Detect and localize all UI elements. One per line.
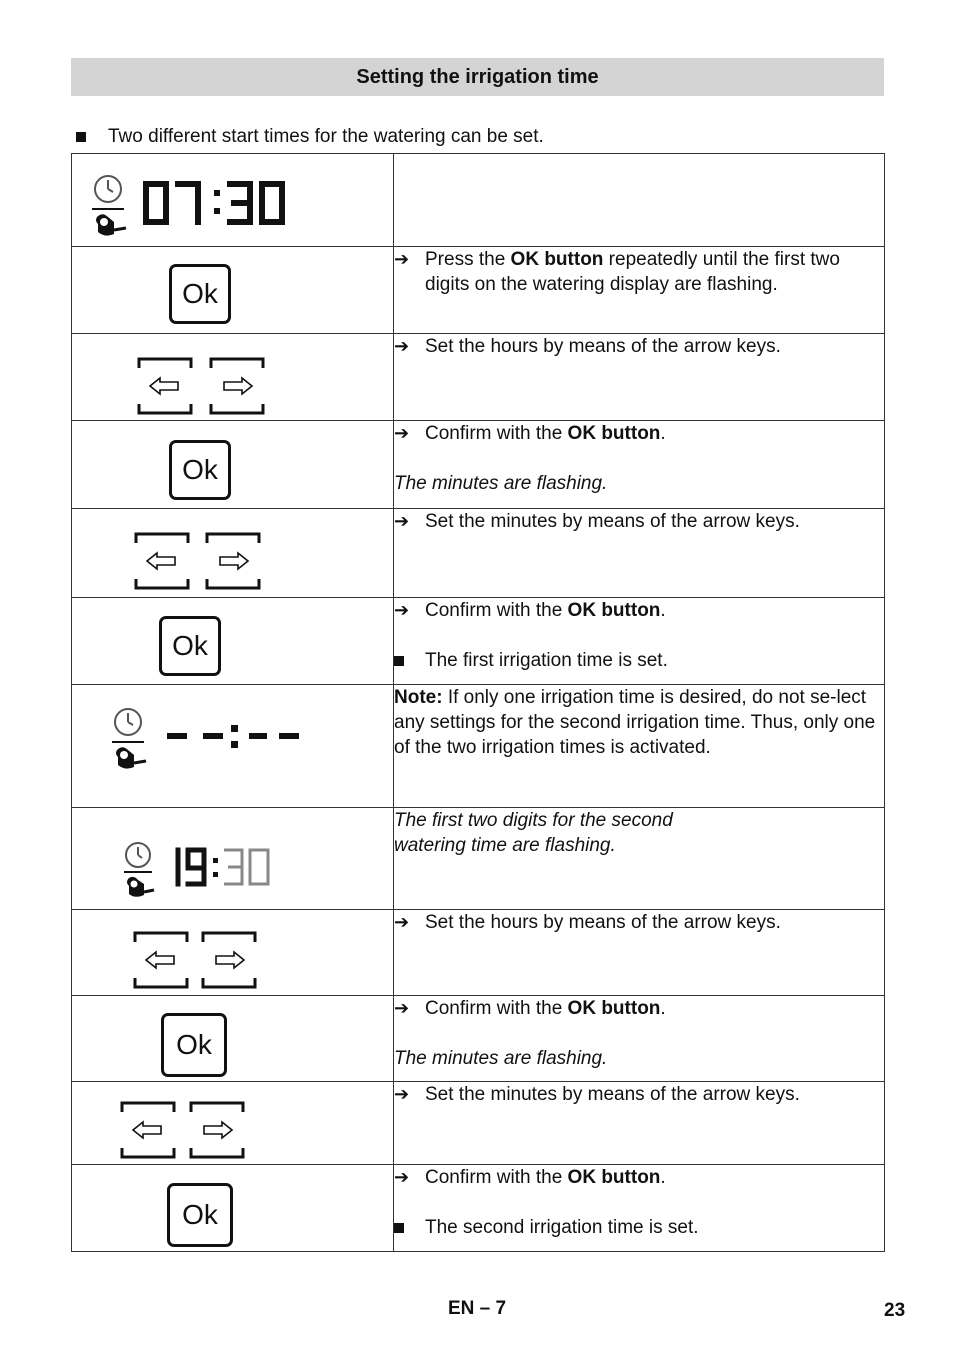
- arrow-right-icon: ➔: [394, 249, 410, 269]
- left-arrow-key-icon: [119, 1100, 177, 1160]
- button-cell: [72, 598, 394, 685]
- intro-line: [76, 126, 544, 148]
- text-cell: ➔ Set the hours by means of the arrow keys.: [394, 334, 885, 421]
- right-arrow-key-icon: [200, 930, 258, 990]
- arrow-right-icon: ➔: [394, 1167, 410, 1187]
- page-number: 23: [884, 1300, 906, 1321]
- ok-button-icon: Ok: [169, 264, 231, 324]
- arrow-keys-cell: [72, 509, 394, 598]
- table-row: [72, 598, 885, 685]
- display-cell: [72, 154, 394, 247]
- text-cell: ➔ Confirm with the OK button. The first irrigation time is set.: [394, 598, 885, 685]
- display-cell: [72, 685, 394, 808]
- left-arrow-key-icon: [133, 531, 191, 591]
- clock-icon: [95, 176, 121, 202]
- table-row: [72, 1082, 885, 1165]
- ok-button-icon: Ok: [167, 1183, 233, 1247]
- watering-can-icon: [96, 214, 126, 235]
- arrow-right-icon: ➔: [394, 600, 410, 620]
- steps-table: [71, 153, 885, 1252]
- button-cell: [72, 247, 394, 334]
- arrow-right-icon: ➔: [394, 423, 410, 443]
- text-cell: ➔ Confirm with the OK button. The minutes are flashing.: [394, 421, 885, 509]
- arrow-keys-cell: [72, 1082, 394, 1165]
- text-cell: ➔ Press the OK button repeatedly until the first two digits on the watering display are flashing.: [394, 247, 885, 334]
- clock-icon: [115, 709, 141, 735]
- ok-button-icon: Ok: [159, 616, 221, 676]
- bullet-square-icon: [394, 648, 425, 673]
- arrow-keys-cell: [72, 334, 394, 421]
- text-cell: The first two digits for the second watering time are flashing.: [394, 808, 885, 910]
- arrow-right-icon: ➔: [394, 336, 410, 356]
- table-row: [72, 334, 885, 421]
- table-row: [72, 509, 885, 598]
- ok-button-icon: Ok: [169, 440, 231, 500]
- bullet-square-icon: [76, 132, 86, 142]
- text-cell: ➔ Set the hours by means of the arrow keys.: [394, 910, 885, 996]
- arrow-right-icon: ➔: [394, 998, 410, 1018]
- left-arrow-key-icon: [136, 356, 194, 416]
- text-cell: ➔ Set the minutes by means of the arrow keys.: [394, 1082, 885, 1165]
- display-cell: [72, 808, 394, 910]
- arrow-right-icon: ➔: [394, 511, 410, 531]
- table-row: [72, 910, 885, 996]
- right-arrow-key-icon: [204, 531, 262, 591]
- ok-button-icon: Ok: [161, 1013, 227, 1077]
- button-cell: [72, 996, 394, 1082]
- table-row: [72, 154, 885, 247]
- watering-can-icon: [127, 877, 154, 897]
- text-cell: ➔ Confirm with the OK button. The minutes are flashing.: [394, 996, 885, 1082]
- text-cell: [394, 154, 885, 247]
- section-title: Setting the irrigation time: [71, 58, 884, 96]
- left-arrow-key-icon: [132, 930, 190, 990]
- table-row: [72, 996, 885, 1082]
- bullet-square-icon: [394, 1215, 425, 1240]
- table-row: [72, 247, 885, 334]
- arrow-keys-cell: [72, 910, 394, 996]
- footer-section: EN – 7: [448, 1298, 507, 1319]
- lcd-display-1930: [120, 840, 290, 902]
- right-arrow-key-icon: [188, 1100, 246, 1160]
- lcd-display-dashes: [110, 705, 310, 775]
- table-row: [72, 1165, 885, 1252]
- text-cell: Note: If only one irrigation time is desired, do not se-lect any settings for the second irrigation time. Thus, only one of the two irrigation times is activated.: [394, 685, 885, 808]
- clock-icon: [126, 843, 150, 867]
- text-cell: ➔ Confirm with the OK button. The second irrigation time is set.: [394, 1165, 885, 1252]
- watering-can-icon: [116, 747, 146, 768]
- intro-text: Two different start times for the watering can be set.: [108, 126, 544, 147]
- arrow-right-icon: ➔: [394, 1084, 410, 1104]
- table-row: [72, 685, 885, 808]
- right-arrow-key-icon: [208, 356, 266, 416]
- lcd-display-0730: [90, 172, 290, 242]
- table-row: [72, 808, 885, 910]
- text-cell: ➔ Set the minutes by means of the arrow keys.: [394, 509, 885, 598]
- arrow-right-icon: ➔: [394, 912, 410, 932]
- table-row: [72, 421, 885, 509]
- button-cell: [72, 1165, 394, 1252]
- button-cell: [72, 421, 394, 509]
